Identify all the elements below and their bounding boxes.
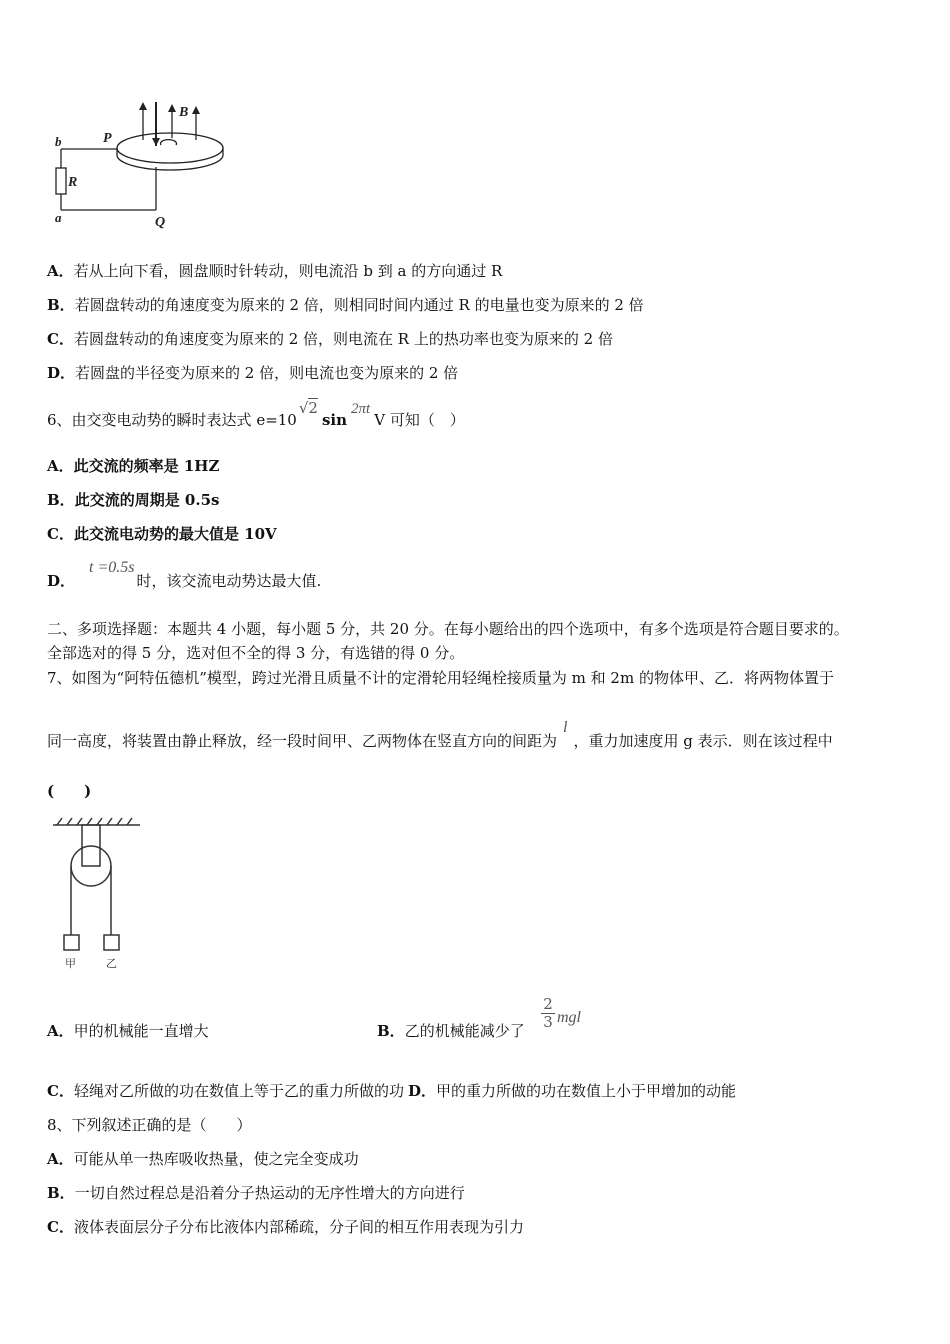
q8-stem: 8、下列叙述正确的是（ ） xyxy=(47,1116,252,1134)
q7-option-cd: C．轻绳对乙所做的功在数值上等于乙的重力所做的功 D．甲的重力所做的功在数值上小于甲增加的动能 xyxy=(47,1082,736,1100)
label-a: a xyxy=(55,210,62,225)
q6-option-c: C．此交流电动势的最大值是 10V xyxy=(47,525,277,543)
q6-option-b: B．此交流的周期是 0.5s xyxy=(47,491,220,509)
q7-option-a: A．甲的机械能一直增大 xyxy=(47,1022,209,1040)
label-P: P xyxy=(103,131,112,146)
q5-option-b: B．若圆盘转动的角速度变为原来的 2 倍，则相同时间内通过 R 的电量也变为原来的 2 倍 xyxy=(47,296,644,314)
q8-option-c: C．液体表面层分子分布比液体内部稀疏，分子间的相互作用表现为引力 xyxy=(47,1218,524,1236)
q7-paren: ( ) xyxy=(47,782,92,800)
q6-stem: 6、由交变电动势的瞬时表达式 e=10√2sin2πtV 可知（ ） xyxy=(47,399,465,429)
section2-line1: 二、多项选择题：本题共 4 小题，每小题 5 分，共 20 分。在每小题给出的四个选项中，有多个选项是符合题目要求的。 xyxy=(47,620,849,638)
q7-option-b: B．乙的机械能减少了 xyxy=(377,1022,525,1040)
q6-option-a: A．此交流的频率是 1HZ xyxy=(47,457,220,475)
label-yi: 乙 xyxy=(106,958,117,970)
label-Q: Q xyxy=(155,215,166,230)
q8-option-a: A．可能从单一热库吸收热量，使之完全变成功 xyxy=(47,1150,359,1168)
q5-option-c: C．若圆盘转动的角速度变为原来的 2 倍，则电流在 R 上的热功率也变为原来的 2 倍 xyxy=(47,330,613,348)
q7-line2: 同一高度，将装置由静止释放，经一段时间甲、乙两物体在竖直方向的间距为l，重力加速度用 g 表示．则在该过程中 xyxy=(47,719,833,750)
atwood-machine-figure xyxy=(45,815,150,975)
q5-option-d: D．若圆盘的半径变为原来的 2 倍，则电流也变为原来的 2 倍 xyxy=(47,364,459,382)
label-b: b xyxy=(55,134,62,149)
section2-line2: 全部选对的得 5 分，选对但不全的得 3 分，有选错的得 0 分。 xyxy=(47,644,465,662)
sqrt-formula: √2 xyxy=(298,399,318,417)
q7-line1: 7、如图为“阿特伍德机”模型，跨过光滑且质量不计的定滑轮用轻绳栓接质量为 m 和 2m 的物体甲、乙．将两物体置于 xyxy=(47,669,834,687)
label-R: R xyxy=(68,175,78,190)
q5-option-a: A．若从上向下看，圆盘顺时针转动，则电流沿 b 到 a 的方向通过 R xyxy=(47,262,503,280)
q6-option-d: D．t =0.5s时，该交流电动势达最大值. xyxy=(47,559,322,590)
label-B: B xyxy=(179,105,189,120)
q8-option-b: B．一切自然过程总是沿着分子热运动的无序性增大的方向进行 xyxy=(47,1184,465,1202)
fraction-two-thirds: 2 3 xyxy=(541,996,555,1031)
label-jia: 甲 xyxy=(65,958,76,970)
mgl-expression: mgl xyxy=(557,1009,581,1026)
disk-generator-figure xyxy=(45,98,245,233)
